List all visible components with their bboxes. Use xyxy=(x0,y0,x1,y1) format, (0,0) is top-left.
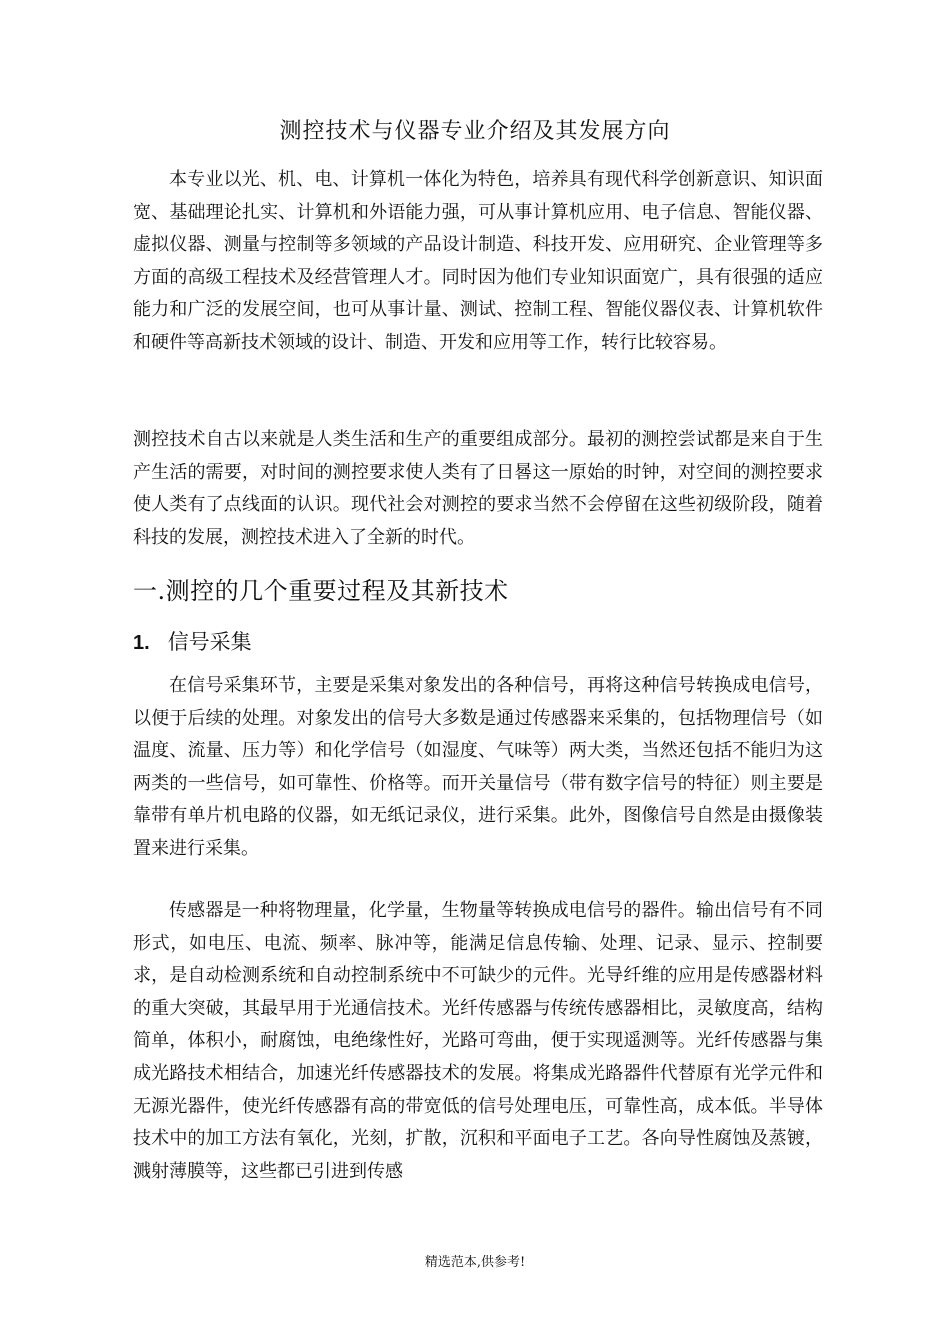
subsection-number: 1. xyxy=(133,632,150,654)
subsection-heading-1 xyxy=(133,626,252,659)
body-paragraph-1: 在信号采集环节，主要是采集对象发出的各种信号，再将这种信号转换成电信号，以便于后续的处理。对象发出的信号大多数是通过传感器来采集的，包括物理信号（如温度、流量、压力等）和化学信号（如湿度、气味等）两大类，当然还包括不能归为这两类的一些信号，如可靠性、价格等。而开关量信号（带有数字信号的特征）则主要是靠带有单片机电路的仪器，如无纸记录仪，进行采集。此外，图像信号自然是由摄像装置来进行采集。 xyxy=(133,675,823,859)
body-paragraph-2: 传感器是一种将物理量，化学量，生物量等转换成电信号的器件。输出信号有不同形式，如电压、电流、频率、脉冲等，能满足信息传输、处理、记录、显示、控制要求，是自动检测系统和自动控制系统中不可缺少的元件。光导纤维的应用是传感器材料的重大突破，其最早用于光通信技术。光纤传感器与传统传感器相比，灵敏度高，结构简单，体积小，耐腐蚀，电绝缘性好，光路可弯曲，便于实现遥测等。光纤传感器与集成光路技术相结合，加速光纤传感器技术的发展。将集成光路器件代替原有光学元件和无源光器件，使光纤传感器有高的带宽低的信号处理电压，可靠性高，成本低。半导体技术中的加工方法有氧化，光刻，扩散，沉积和平面电子工艺。各向导性腐蚀及蒸镀，溅射薄膜等，这些都已引进到传感 xyxy=(133,900,823,1182)
section-heading-1: 一.测控的几个重要过程及其新技术 xyxy=(133,577,509,605)
intro-paragraph-1: 本专业以光、机、电、计算机一体化为特色，培养具有现代科学创新意识、知识面宽、基础理论扎实、计算机和外语能力强，可从事计算机应用、电子信息、智能仪器、虚拟仪器、测量与控制等多领域的产品设计制造、科技开发、应用研究、企业管理等多方面的高级工程技术及经营管理人才。同时因为他们专业知识面宽广，具有很强的适应能力和广泛的发展空间，也可从事计量、测试、控制工程、智能仪器仪表、计算机软件和硬件等高新技术领域的设计、制造、开发和应用等工作，转行比较容易。 xyxy=(133,169,823,353)
page-footer: 精选范本,供参考! xyxy=(424,1255,526,1270)
intro-paragraph-2: 测控技术自古以来就是人类生活和生产的重要组成部分。最初的测控尝试都是来自于生产生活的需要，对时间的测控要求使人类有了日晷这一原始的时钟，对空间的测控要求使人类有了点线面的认识。现代社会对测控的要求当然不会停留在这些初级阶段，随着科技的发展，测控技术进入了全新的时代。 xyxy=(133,429,823,548)
subsection-title: 信号采集 xyxy=(167,630,252,654)
document-title: 测控技术与仪器专业介绍及其发展方向 xyxy=(279,119,671,144)
